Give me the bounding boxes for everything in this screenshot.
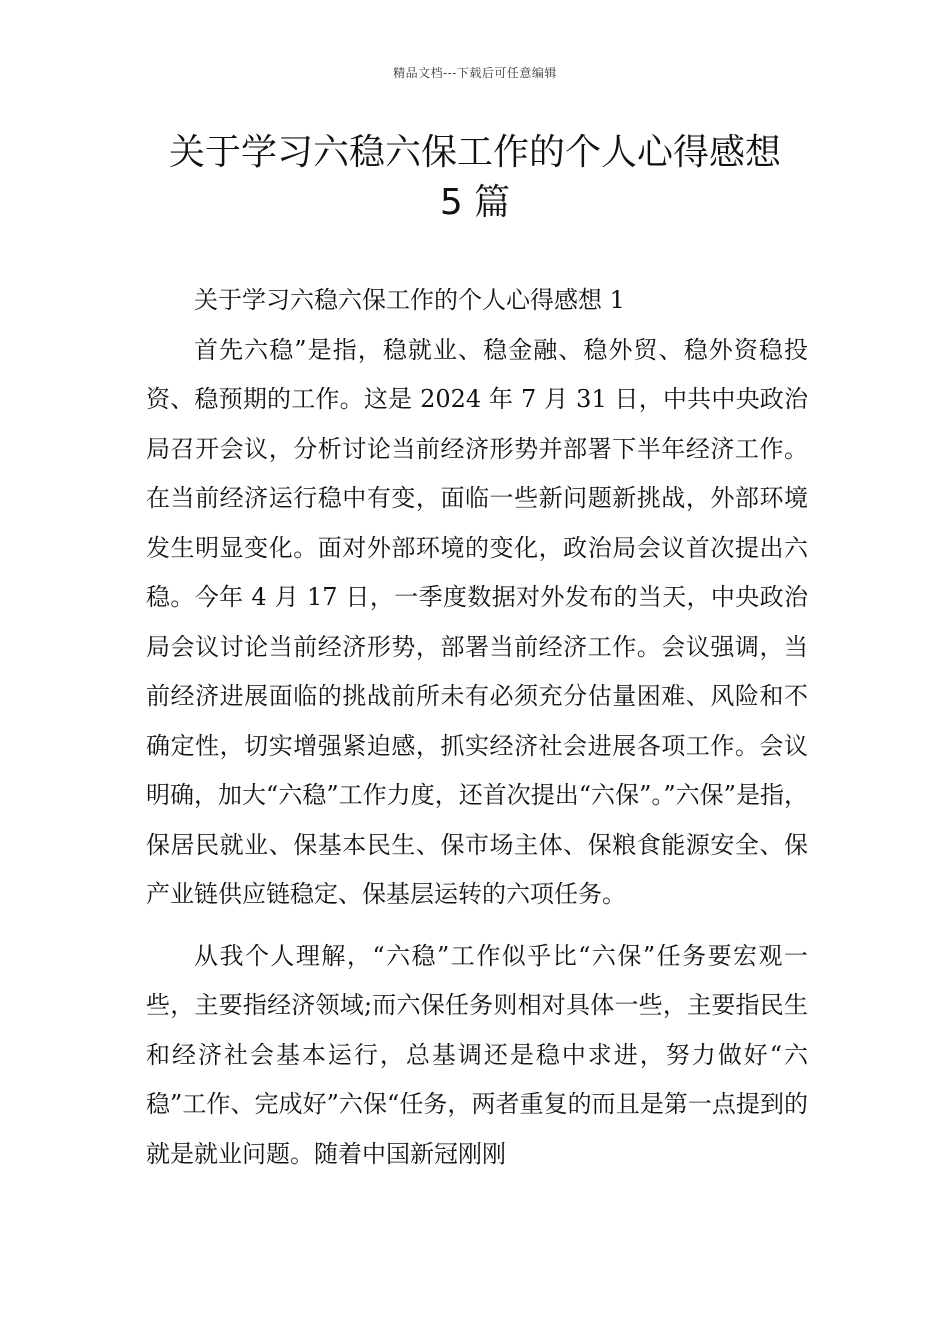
document-title-line-2: 5 篇 (439, 182, 511, 223)
paragraph-1: 首先六稳”是指，稳就业、稳金融、稳外贸、稳外资稳投资、稳预期的工作。这是 2024 年 7 月 31 日，中共中央政治局召开会议，分析讨论当前经济形势并部署下半年经济工作。在当前经济运行稳中有变，面临一些新问题新挑战，外部环境发生明显变化。面对外部环境的变化，政治局会议首次提出六稳。今年 4 月 17 日，一季度数据对外发布的当天，中央政治局会议讨论当前经济形势，部署当前经济工作。会议强调，当前经济进展面临的挑战前所未有必须充分估量困难、风险和不确定性，切实增强紧迫感，抓实经济社会进展各项工作。会议明确，加大“六稳”工作力度，还首次提出“六保”。”六保”是指，保居民就业、保基本民生、保市场主体、保粮食能源安全、保产业链供应链稳定、保基层运转的六项任务。 (146, 335, 808, 908)
document-body (146, 276, 808, 1179)
document-title-line-1: 关于学习六稳六保工作的个人心得感想 (168, 132, 781, 173)
header-note: 精品文档---下载后可任意编辑 (393, 66, 557, 80)
section-heading: 关于学习六稳六保工作的个人心得感想 1 (194, 286, 625, 314)
paragraph-2: 从我个人理解，“六稳”工作似乎比“六保”任务要宏观一些，主要指经济领域;而六保任务则相对具体一些，主要指民生和经济社会基本运行，总基调还是稳中求进，努力做好“六稳”工作、完成好”六保“任务，两者重复的而且是第一点提到的就是就业问题。随着中国新冠刚刚 (146, 941, 808, 1168)
document-title (130, 128, 820, 228)
